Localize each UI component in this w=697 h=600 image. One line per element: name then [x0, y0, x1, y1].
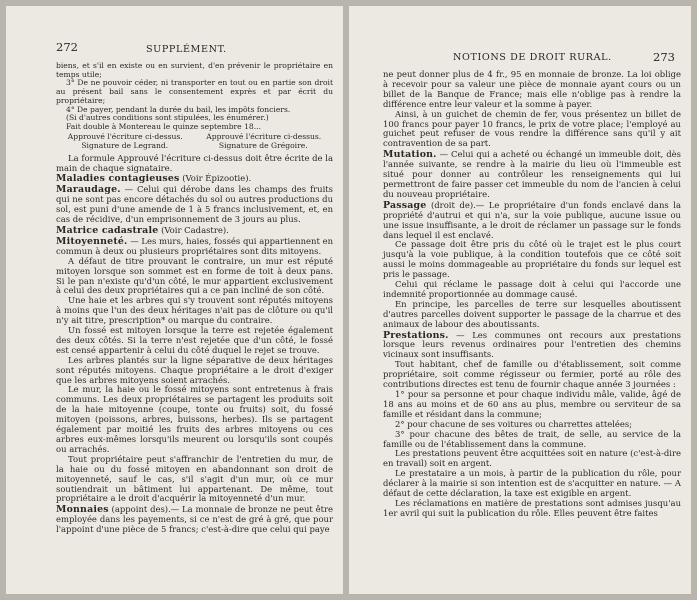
entry-text: (Voir Cadastre). [158, 224, 229, 235]
paragraph: 2° pour chacune de ses voitures ou charrettes attelées; [395, 418, 633, 429]
paragraph: Le mur, la haie ou le fossé mitoyens sont entretenus à frais communs. Les deux propriétaires se partagent les produits soit de la haie mitoyenne (coupe, tonte ou fruits) soit, du fossé mitoyen (poissons, arbres, buissons, herbes). Ils se partagent également par moitié les fruits des arbres mitoyens ou ces arbres eux-mêmes lorsqu'ils meurent ou lorsqu'ils sont coupés ou arrachés. [56, 384, 333, 454]
paragraph: Tout habitant, chef de famille ou d'établissement, soit comme propriétaire, soit comme régisseur ou fermier, porté au rôle des contributions directes est tenu de fournir chaque année 3 journées : [383, 359, 681, 390]
entry-text: — Les murs, haies, fossés qui appartiennent en commun à deux ou plusieurs propriétaires sont dits mitoyens. [56, 235, 333, 256]
approval-row [56, 132, 333, 141]
headword: Passage [383, 199, 427, 211]
paragraph: Les réclamations en matière de prestations sont admises jusqu'au 1er avril qui suit la publication du rôle. Elles peuvent être faites [383, 497, 681, 518]
paragraph: Tout propriétaire peut s'affranchir de l'entretien du mur, de la haie ou du fossé mitoyen en abandonnant son droit de mitoyenneté, sauf le cas, s'il s'agit d'un mur, où ce mur soutiendrait un bâtiment lui appartenant. De même, tout propriétaire a le droit d'acquérir la mitoyenneté d'un mur. [56, 453, 333, 504]
approval-left: Approuvé l'écriture ci-dessus. [67, 131, 183, 141]
paragraph: Le prestataire a un mois, à partir de la publication du rôle, pour déclarer à la mairie si son intention est de s'acquitter en nature. — A défaut de cette déclaration, la taxe est exigible en argent. [383, 468, 681, 499]
paragraph: Celui qui réclame le passage doit à celui qui l'accorde une indemnité proportionnée au dommage causé. [383, 279, 681, 299]
paragraph: Les arbres plantés sur la ligne séparative de deux héritages sont réputés mitoyens. Chaque propriétaire a le droit d'exiger que les arbres mitoyens soient arrachés. [56, 354, 333, 385]
headword: Mitoyenneté. [56, 235, 128, 247]
formula-note: La formule Approuvé l'écriture ci-dessus doit être écrite de la main de chaque signataire. [56, 152, 333, 173]
lease-clauses [56, 62, 333, 150]
signature-row [56, 141, 333, 150]
clause-line: 3° De ne pouvoir céder, ni transporter en tout ou en partie son droit au présent bail sans le consentement exprès et par écrit du propriétaire; [56, 78, 333, 105]
entry-passage [383, 201, 681, 241]
left-page-body [56, 62, 333, 535]
paragraph: 1° pour sa personne et pour chaque individu mâle, valide, âgé de 18 ans au moins et de 60 ans au plus, membre ou serviteur de sa famille et résidant dans la commune; [383, 389, 681, 419]
clause-line: 4° De payer, pendant la durée du bail, les impôts fonciers. [66, 104, 291, 114]
running-head: SUPPLÉMENT. [146, 44, 227, 55]
paragraph: En principe, les parcelles de terre sur lesquelles aboutissent d'autres parcelles doivent supporter le passage de la charrue et des animaux de labour des aboutissants. [383, 298, 681, 329]
right-page [349, 6, 691, 594]
clause-line: (Si d'autres conditions sont stipulées, les énumérer.) [66, 113, 269, 123]
paragraph: ne peut donner plus de 4 fr., 95 en monnaie de bronze. La loi oblige à recevoir pour sa valeur une pièce de monnaie ayant cours ou un billet de la Banque de France; mais elle n'oblige pas à rendre la différence entre leur valeur et la somme à payer. [383, 69, 681, 109]
running-head: NOTIONS DE DROIT RURAL. [453, 52, 612, 63]
signature-left: Signature de Legrand. [81, 140, 169, 150]
page-number: 272 [56, 40, 78, 54]
entry-maraudage [56, 185, 333, 225]
paragraph: Une haie et les arbres qui s'y trouvent sont réputés mitoyens à moins que l'un des deux héritages n'ait pas de clôture ou qu'il n'y ait titre, prescription* ou marque du contraire. [56, 295, 333, 326]
paragraph: Les prestations peuvent être acquittées soit en nature (c'est-à-dire en travail) soit en argent. [383, 448, 681, 469]
entry-text: — Celui qui a acheté ou échangé un immeuble doit, dès l'année suivante, se rendre à la mairie du lieu où l'immeuble est situé pour donner au contrôleur les renseignements qui lui permettront de faire passer cet immeuble du nom de l'ancien à celui du nouveau propriétaire. [383, 149, 681, 199]
page-number: 273 [653, 50, 675, 64]
entry-mitoyennete [56, 237, 333, 257]
entry-text: (droit de).— Le propriétaire d'un fonds enclavé dans la propriété d'autrui et qui n'a, sur la voie publique, aucune issue ou une issue insuffisante, a le droit de réclamer un passage sur le fonds dans lequel il est enclavé. [383, 199, 681, 240]
entry-monnaies [56, 505, 333, 535]
approval-right: Approuvé l'écriture ci-dessus. [206, 131, 322, 141]
paragraph: Ainsi, à un guichet de chemin de fer, vous présentez un billet de 100 francs pour payer 10 francs, le prix de votre place; l'employé au guichet peut refuser de vous rendre la différence sans qu'il y ait contravention de sa part. [383, 108, 681, 149]
entry-mutation [383, 150, 681, 200]
entry-text: — Celui qui dérobe dans les champs des fruits qui ne sont pas encore détachés du sol ou autres productions du sol, est puni d'une amende de 1 à 5 francs inclusivement, et, en cas de récidive, d'un emprisonnement de 3 jours au plus. [56, 184, 333, 225]
right-page-body [383, 70, 681, 519]
paragraph: Un fossé est mitoyen lorsque la terre est rejetée également des deux côtés. Si la terre n'est rejetée que d'un côté, le fossé est censé appartenir à celui du côté duquel le rejet se trouve. [56, 325, 333, 355]
clause-line: biens, et s'il en existe ou en survient, d'en prévenir le propriétaire en temps utile; [56, 61, 333, 79]
headword: Mutation. [383, 149, 437, 161]
paragraph: 3° pour chacune des bêtes de trait, de selle, au service de la famille ou de l'établissement dans la commune. [383, 428, 681, 449]
left-page [6, 6, 343, 594]
entry-text: (appoint des).— La monnaie de bronze ne peut être employée dans les payements, si ce n'est de gré à gré, que pour l'appoint d'une pièce de 5 francs; c'est-à-dire que celui qui paye [56, 504, 333, 535]
entry-prestations [383, 331, 681, 361]
entry-text: (Voir Épizootie). [179, 173, 252, 184]
paragraph: Ce passage doit être pris du côté où le trajet est le plus court jusqu'à la voie publique, à la condition toutefois que ce côté soit aussi le moins dommageable au propriétaire du fonds sur lequel est pris le passage. [383, 239, 681, 280]
headword: Prestations. [383, 329, 449, 341]
entry-text: — Les communes ont recours aux prestations lorsque leurs revenus ordinaires pour l'entretien des chemins vicinaux sont insuffisants. [383, 329, 681, 360]
headword: Maraudage. [56, 184, 121, 196]
signature-right: Signature de Grégoire. [218, 140, 308, 150]
clause-line: Fait double à Montereau le quinze septembre 18... [66, 121, 261, 131]
headword: Maladies contagieuses [56, 173, 180, 185]
entry-maladies [56, 174, 333, 184]
headword: Monnaies [56, 504, 109, 516]
headword: Matrice cadastrale [56, 224, 159, 236]
paragraph: A défaut de titre prouvant le contraire, un mur est réputé mitoyen lorsque son sommet est en forme de toit à deux pans. Si le pan n'existe qu'd'un côté, le mur appartient exclusivement à celui des deux propriétaires qui a ce pan incliné de son côté. [56, 255, 333, 296]
entry-matrice [56, 226, 333, 236]
